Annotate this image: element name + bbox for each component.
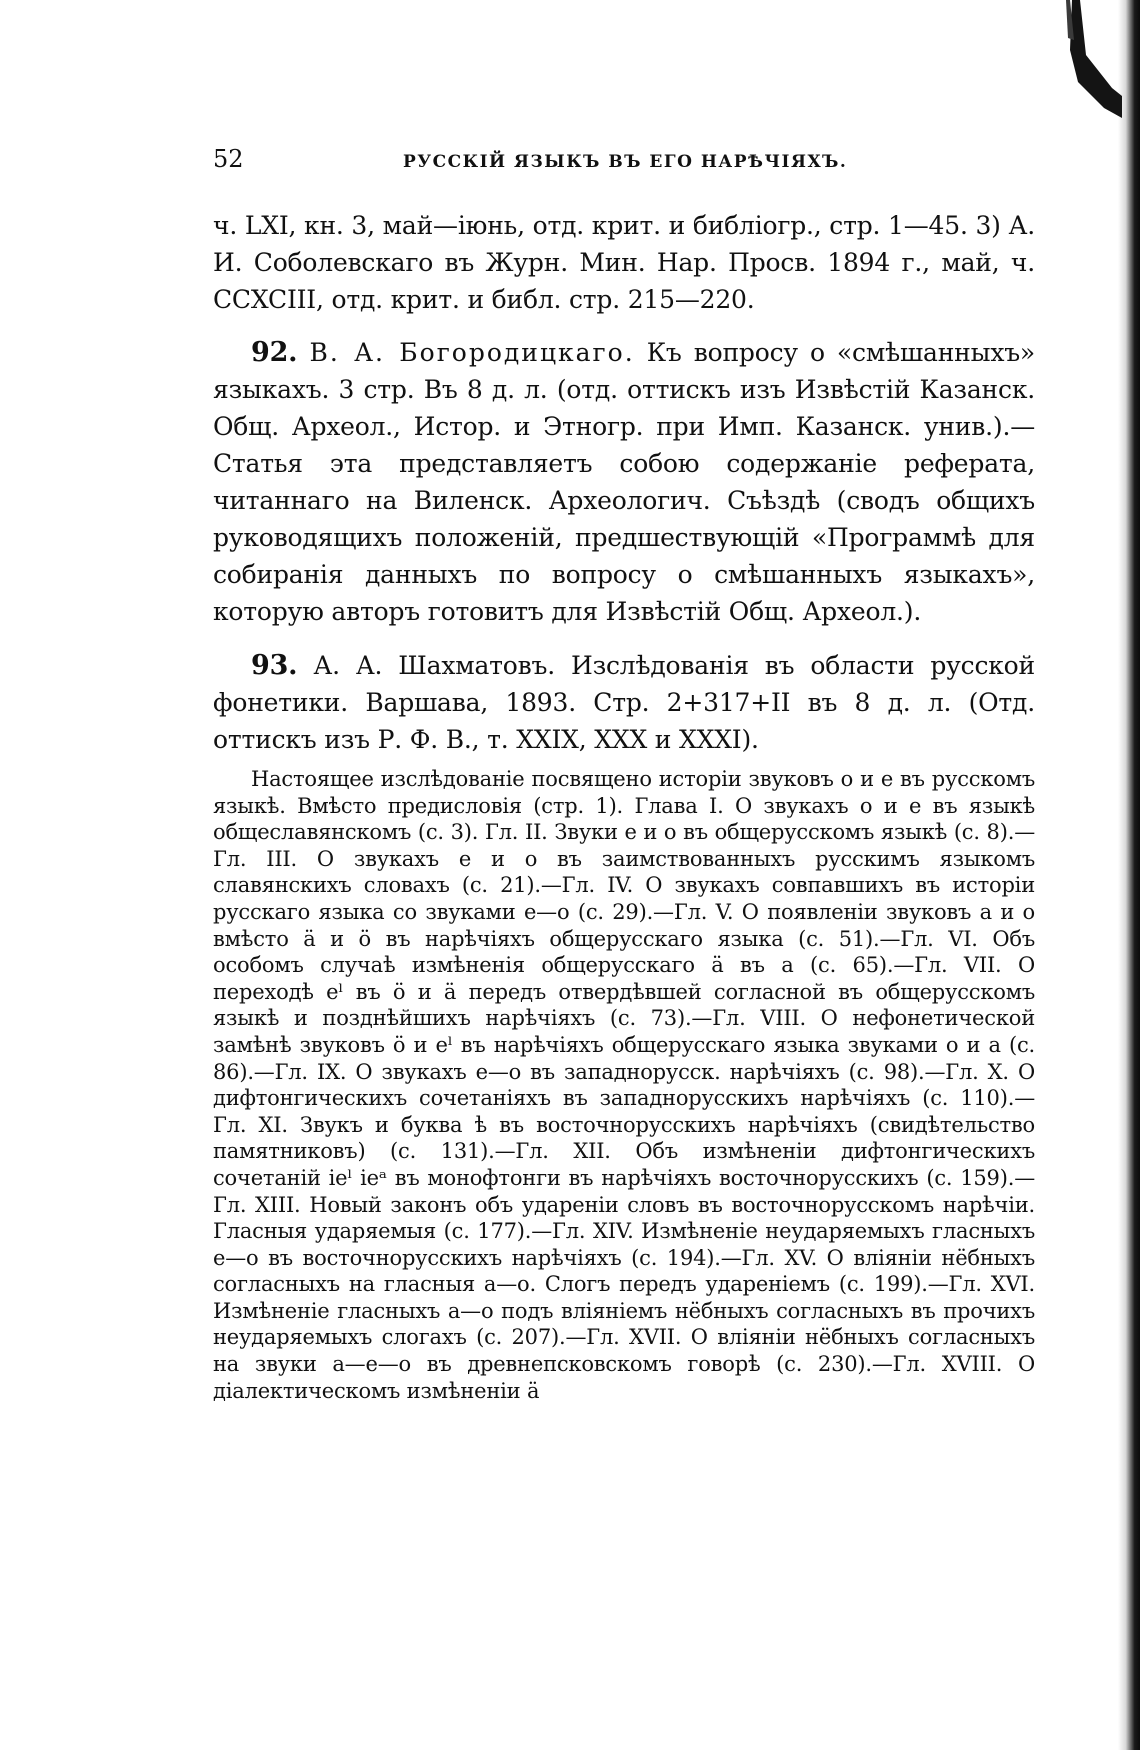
entry-author: А. А. Шахматовъ.: [313, 651, 555, 680]
summary-text: Настоящее изслѣдованіе посвящено исторіи звуковъ о и е въ русскомъ языкѣ. Вмѣсто предисловія (стр. 1). Глава I. О звукахъ о и е въ языкѣ общеславянскомъ (с. 3). Гл. II. Звуки е и о въ общерусскомъ языкѣ (с. 8).—Гл. III. О звукахъ е и о въ заимствованныхъ русскимъ языкомъ славянскихъ словахъ (с. 21).—Гл. IV. О звукахъ совпавшихъ въ исторіи русскаго языка со звуками е—о (с. 29).—Гл. V. О появленіи звуковъ а и о вмѣсто ӓ и ӧ въ нарѣчіяхъ общерусскаго языка (с. 51).—Гл. VI. Объ особомъ случаѣ измѣненія общерусскаго ӓ въ а (с. 65).—Гл. VII. О переходѣ еˡ въ ӧ и ӓ передъ отвердѣвшей согласной въ общерусскомъ языкѣ и позднѣйшихъ нарѣчіяхъ (с. 73).—Гл. VIII. О нефонетической замѣнѣ звуковъ ӧ и еˡ въ нарѣчіяхъ общерусскаго языка звуками о и а (с. 86).—Гл. IX. О звукахъ е—о въ западнорусск. нарѣчіяхъ (с. 98).—Гл. X. О дифтонгическихъ сочетаніяхъ въ западнорусскихъ нарѣчіяхъ (с. 110).—Гл. XI. Звукъ и буква ѣ въ восточнорусскихъ нарѣчіяхъ (свидѣтельство памятниковъ) (с. 131).—Гл. XII. Объ измѣненіи дифтонгическихъ сочетаній іеˡ іеᵃ въ монофтонги въ нарѣчіяхъ восточнорусскихъ (с. 159).—Гл. XIII. Новый законъ объ удареніи словъ въ восточнорусскомъ нарѣчіи. Гласныя ударяемыя (с. 177).—Гл. XIV. Измѣненіе неударяемыхъ гласныхъ е—о въ восточнорусскихъ нарѣчіяхъ (с. 194).—Гл. XV. О вліяніи нёбныхъ согласныхъ на гласныя а—о. Слогъ передъ удареніемъ (с. 199).—Гл. XVI. Измѣненіе гласныхъ а—о подъ вліяніемъ нёбныхъ согласныхъ въ прочихъ неударяемыхъ слогахъ (с. 207).—Гл. XVII. О вліяніи нёбныхъ согласныхъ на звуки а—е—о въ древнепсковскомъ говорѣ (с. 230).—Гл. XVIII. О діалектическомъ измѣненіи ӓ: [213, 767, 1035, 1403]
entry-author: В. А. Богородицкаго.: [309, 338, 635, 367]
entry-text: Изслѣдованія въ области русской фонетики. Варшава, 1893. Стр. 2+317+II въ 8 д. л. (Отд. оттискъ изъ Р. Ф. В., т. XXIX, XXX и XXXI).: [213, 651, 1035, 754]
scan-corner-artifact: [982, 0, 1122, 130]
entry-92: [213, 334, 1035, 630]
book-page: [213, 145, 1035, 1404]
entry-91-continuation: ч. LXI, кн. 3, май—іюнь, отд. крит. и библіогр., стр. 1—45. 3) А. И. Соболевскаго въ Журн. Мин. Нар. Просв. 1894 г., май, ч. CCXCIII, отд. крит. и библ. стр. 215—220.: [213, 211, 1035, 314]
page-number: 52: [213, 145, 244, 173]
running-title: РУССКІЙ ЯЗЫКЪ ВЪ ЕГО НАРѢЧІЯХЪ.: [403, 152, 848, 172]
entry-text: Къ вопросу о «смѣшанныхъ» языкахъ. 3 стр. Въ 8 д. л. (отд. оттискъ изъ Извѣстій Казанск. Общ. Археол., Истор. и Этногр. при Имп. Казанск. унив.).—Статья эта представляетъ собою содержаніе реферата, читаннаго на Виленск. Археологич. Съѣздѣ (сводъ общихъ руководящихъ положеній, предшествующій «Программѣ для собиранія данныхъ по вопросу о смѣшанныхъ языкахъ», которую авторъ готовитъ для Извѣстій Общ. Археол.).: [213, 338, 1036, 626]
entry-number: 93.: [251, 650, 298, 681]
entry-93: [213, 647, 1035, 758]
entry-93-summary: [213, 766, 1035, 1404]
running-header: [213, 145, 1035, 185]
entry-number: 92.: [251, 337, 298, 368]
scan-page-edge: [1118, 0, 1140, 1750]
